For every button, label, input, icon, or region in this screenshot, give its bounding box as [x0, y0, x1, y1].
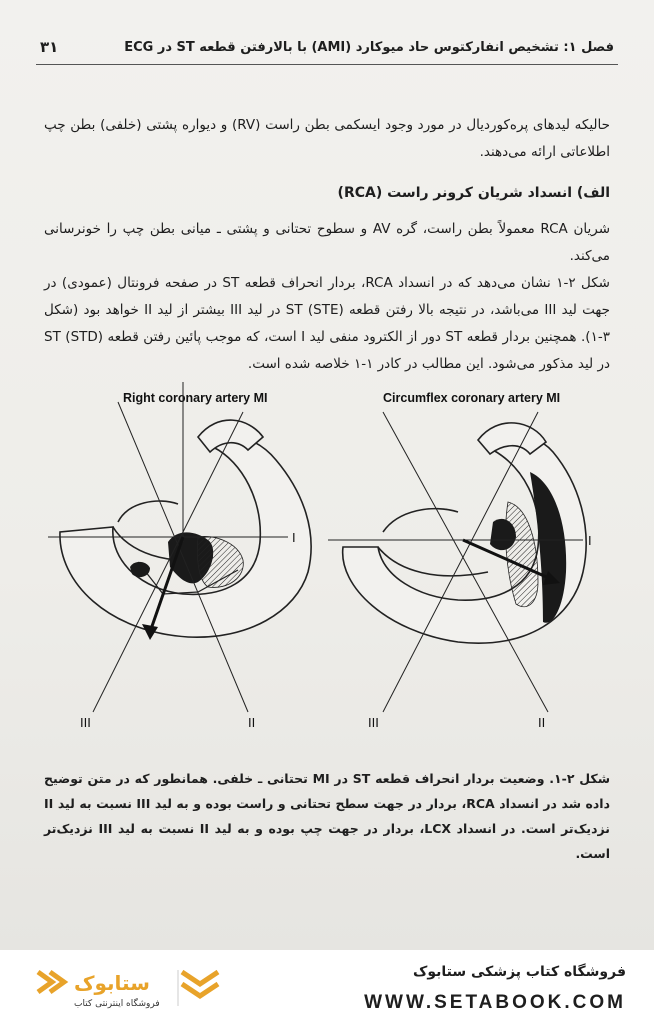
- right-lead-II: II: [538, 715, 546, 730]
- logo-text: ستابوک: [74, 971, 150, 995]
- paragraph-1: حالیکه لیدهای پره‌کوردیال در مورد وجود ایسکمی بطن راست (RV) و دیواره پشتی (خلفی) بطن چپ اطلاعاتی ارائه می‌دهند.: [44, 117, 610, 160]
- paragraph-3: شکل ۲-۱ نشان می‌دهد که در انسداد RCA، بردار انحراف قطعه ST در صفحه فرونتال (عمودی) در جهت لید III می‌باشد، در نتیجه بالا رفتن قطعه ST (STE) در لید III بیشتر از لید II خواهد بود (شکل ۳-۱). همچنین بردار قطعه ST دور از الکترود منفی لید I است، که موجب پائین رفتن قطعه ST (STD) در لید مذکور می‌شود. این مطالب در کادر ۱-۱ خلاصه شده است.: [44, 275, 610, 372]
- figure-caption: شکل ۲-۱. وضعیت بردار انحراف قطعه ST در MI تحتانی ـ خلفی. همانطور که در متن توضیح داده شد در انسداد RCA، بردار در جهت سطح تحتانی و راست بوده و به لید III نسبت به لید II نزدیک‌تر است. در انسداد LCX، بردار در جهت چپ بوده و به لید II نسبت به لید III نزدیک‌تر است.: [44, 771, 610, 861]
- right-lead-III: III: [368, 715, 379, 730]
- logo-subtitle: فروشگاه اینترنتی کتاب: [74, 999, 160, 1009]
- setabook-emblem-icon: [178, 962, 222, 1006]
- chevron-logo-icon: [38, 972, 64, 992]
- paragraph-2: شریان RCA معمولاً بطن راست، گره AV و سطوح تحتانی و پشتی ـ میانی بطن چپ را خونرسانی می‌کند.: [44, 221, 611, 264]
- figure-ecg-vectors: [38, 382, 620, 744]
- website-link[interactable]: WWW.SETABOOK.COM: [364, 992, 626, 1013]
- left-panel-title: Right coronary artery MI: [123, 391, 268, 405]
- right-panel-title: Circumflex coronary artery MI: [383, 391, 561, 405]
- section-heading: الف) انسداد شریان کرونر راست (RCA): [337, 185, 610, 201]
- left-lead-II: II: [248, 715, 256, 730]
- chapter-title: فصل ۱: تشخیص انفارکتوس حاد میوکارد (AMI) با بالارفتن قطعه ST در ECG: [124, 40, 614, 55]
- header-rule: [36, 64, 618, 65]
- left-lead-III: III: [80, 715, 91, 730]
- site-footer: [0, 950, 654, 1024]
- setabook-logo[interactable]: [30, 964, 190, 1010]
- right-lead-I: I: [588, 533, 592, 548]
- page-number: ۳۱: [40, 38, 59, 56]
- left-infarct-small: [130, 562, 150, 577]
- left-lead-I: I: [292, 530, 296, 545]
- left-infarct-hatched: [197, 536, 243, 587]
- shop-name: فروشگاه کتاب پزشکی ستابوک: [413, 964, 626, 980]
- left-heart-diagram: [60, 420, 311, 637]
